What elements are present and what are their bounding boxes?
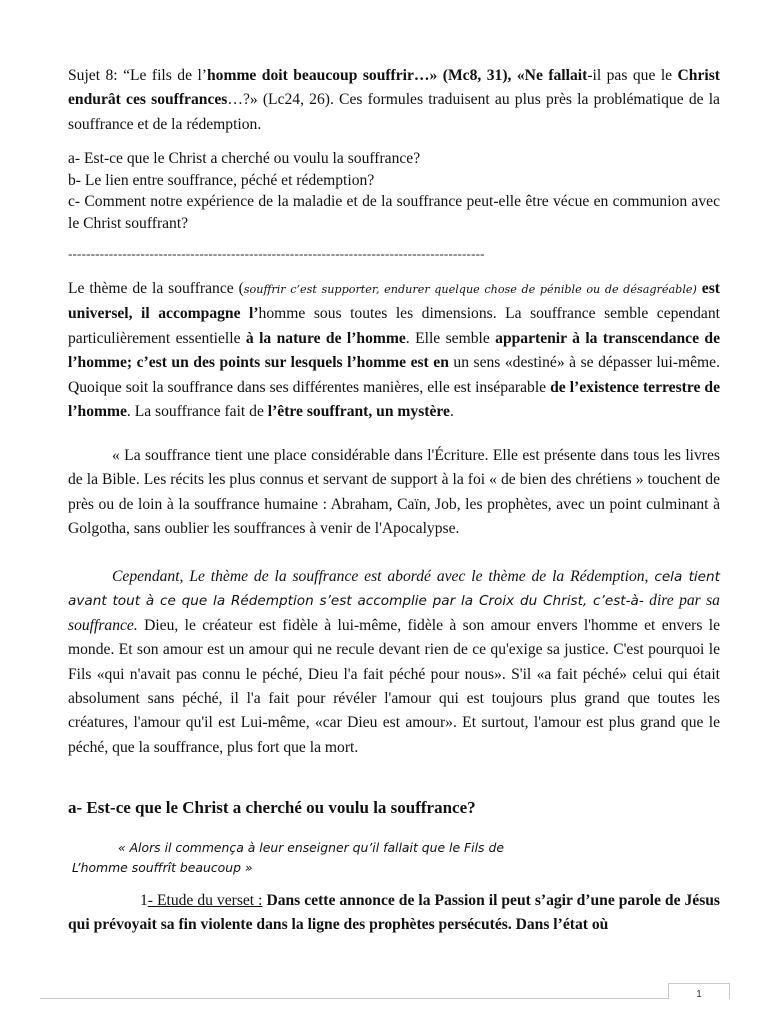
bible-quote bbox=[72, 838, 592, 877]
para1-text: homme sous toutes les dimensions. La souffrance semble cependant particulièrement essentielle bbox=[68, 305, 720, 347]
para1-text: . bbox=[449, 403, 454, 421]
subject-paragraph bbox=[68, 64, 720, 137]
paragraph-2: « La souffrance tient une place considérable dans l'Écriture. Elle est présente dans tous les livres de la Bible. Les récits les plus connus et servant de support à la foi « de bien des chrétiens » touchent de près ou de loin à la souffrance humaine : Abraham, Caïn, Job, les prophètes, avec un point culminant à Golgotha, sans oublier les souffrances à venir de l'Apocalypse. bbox=[68, 447, 720, 538]
page-number: 1 bbox=[668, 983, 730, 999]
para1-bold: l’être souffrant, un mystère bbox=[267, 403, 450, 421]
para1-bold: appartenir à la transcendance de l’homme; c’est un des points sur lesquels l’homme est en bbox=[68, 329, 721, 372]
verse-study-paragraph bbox=[68, 889, 720, 938]
para1-text: . La souffrance fait de bbox=[126, 403, 268, 421]
footer-rule bbox=[40, 998, 728, 999]
paragraph-1 bbox=[68, 277, 720, 424]
section-heading-a: a- Est-ce que le Christ a cherché ou voulu la souffrance? bbox=[68, 798, 476, 817]
para3-italic-sans: cela tient avant tout à ce que la Rédemption s’est accomplie par la Croix du Christ, c’est-à- bbox=[68, 569, 720, 610]
section-number: 1 bbox=[140, 892, 148, 909]
questions-list bbox=[68, 148, 720, 234]
question-item: a- Est-ce que le Christ a cherché ou voulu la souffrance? bbox=[68, 150, 421, 167]
question-item: c- Comment notre expérience de la maladie et de la souffrance peut-elle être vécue en communion avec le Christ souffrant? bbox=[68, 193, 720, 232]
paragraph-3 bbox=[68, 565, 720, 760]
para1-bold: à la nature de l’homme bbox=[245, 329, 406, 347]
para1-text: . Elle semble bbox=[405, 329, 496, 347]
para1-bold: est universel, il accompagne l’ bbox=[68, 280, 720, 323]
para1-text: Le thème de la souffrance ( bbox=[68, 280, 244, 297]
para1-text: un sens «destiné» à se dépasser lui-même. Quoique soit la souffrance dans ses différentes manières, elle est inséparable bbox=[68, 354, 720, 396]
subject-text-mid: -il pas que le bbox=[587, 67, 673, 84]
subject-bold-2: Christ endurât ces souffrances bbox=[68, 67, 720, 109]
quote-line: « Alors il commença à leur enseigner qu’il fallait que le Fils de bbox=[118, 840, 504, 855]
separator-line: -------------------------------------------------------------------------------------------- bbox=[68, 246, 485, 261]
subject-bold-1: homme doit beaucoup souffrir…» (Mc8, 31), «Ne fallait bbox=[206, 67, 588, 84]
question-item: b- Le lien entre souffrance, péché et rédemption? bbox=[68, 171, 375, 189]
para3-italic: dire par sa souffrance. bbox=[68, 592, 720, 634]
subject-text-rest: …?» (Lc24, 26). Ces formules traduisent au plus près la problématique de la souffrance et de la rédemption. bbox=[68, 91, 720, 133]
para3-text: Dieu, le créateur est fidèle à lui-même, fidèle à son amour envers l'homme et envers le monde. Et son amour est un amour qui ne recule devant rien de ce qu'exige sa justice. C'est pourquoi le Fils «qui n'avait pas connu le péché, Dieu l'a fait péché pour nous». S'il «a fait péché» celui qui était absolument sans péché, il l'a fait pour révéler l'amour qui est toujours plus grand que toutes les créatures, l'amour qu'il est Lui-même, «car Dieu est amour». Et surtout, l'amour est plus grand que le péché, que la souffrance, plus fort que la mort. bbox=[68, 616, 720, 756]
para1-note: souffrir c’est supporter, endurer quelque chose de pénible ou de désagréable) bbox=[243, 283, 697, 296]
para1-bold: de l’existence terrestre de l’homme bbox=[68, 378, 721, 421]
subject-text: Sujet 8: “Le fils de l’ bbox=[68, 67, 207, 84]
verse-study-text: Dans cette annonce de la Passion il peut s’agir d’une parole de Jésus qui prévoyait sa fin violente dans la ligne des prophètes persécutés. Dans l’état où bbox=[68, 892, 720, 934]
verse-study-label: - Etude du verset : bbox=[147, 892, 263, 909]
quote-line: L’homme souffrît beaucoup » bbox=[72, 859, 253, 875]
para3-italic: Cependant, Le thème de la souffrance est abordé avec le thème de la Rédemption, bbox=[112, 568, 655, 585]
